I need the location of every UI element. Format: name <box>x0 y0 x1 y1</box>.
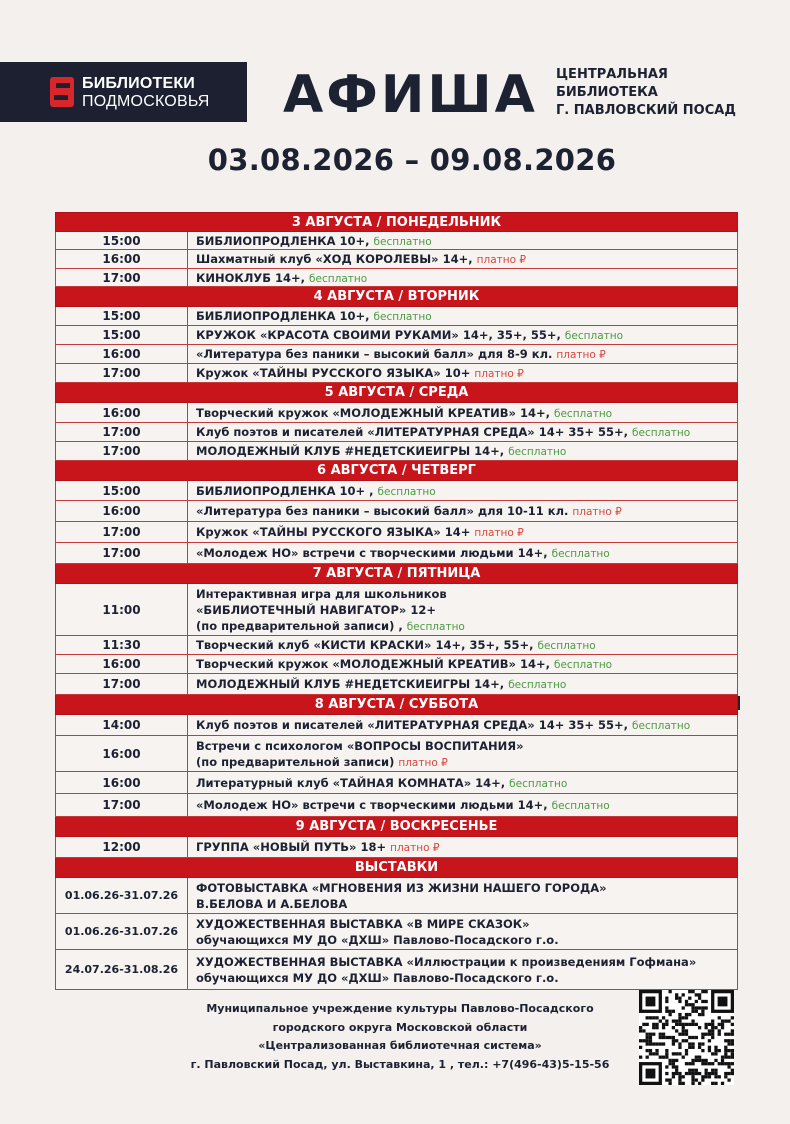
event-title-line <box>196 656 731 673</box>
event-title-line <box>196 524 731 541</box>
event-title-text: обучающихся МУ ДО «ДХШ» Павлово-Посадского г.о. <box>196 933 559 947</box>
event-title-text: Интерактивная игра для школьников <box>196 586 447 601</box>
event-title-text: БИБЛИОПРОДЛЕНКА 10+ , <box>196 483 374 498</box>
event-title-text: «Молодеж НО» встречи с творческими людьми 14+, <box>196 546 548 560</box>
event-title-line <box>196 880 731 896</box>
footer-line: «Централизованная библиотечная система» <box>258 1039 542 1052</box>
footer-line: г. Павловский Посад, ул. Выставкина, 1 , тел.: +7(496-43)5-15-56 <box>190 1057 610 1071</box>
event-time: 17:00 <box>56 674 188 694</box>
event-row <box>55 364 738 383</box>
event-title-line <box>196 637 731 654</box>
event-title <box>188 307 737 325</box>
schedule-table <box>55 212 738 990</box>
event-title-text: ХУДОЖЕСТВЕННАЯ ВЫСТАВКА «В МИРЕ СКАЗОК» <box>196 917 530 931</box>
paid-label: платно ₽ <box>398 756 448 769</box>
event-title-line <box>196 545 731 562</box>
event-title-text: Кружок «ТАЙНЫ РУССКОГО ЯЗЫКА» 10+ <box>196 366 471 380</box>
day-header: 6 АВГУСТА / ЧЕТВЕРГ <box>55 461 738 481</box>
event-title-line <box>196 405 731 422</box>
day-header: 9 АВГУСТА / ВОСКРЕСЕНЬЕ <box>55 817 738 837</box>
event-title-line <box>196 738 731 754</box>
free-label: бесплатно <box>508 679 567 691</box>
library-name-line: БИБЛИОТЕКА <box>556 85 658 100</box>
event-title-line <box>196 602 731 618</box>
event-time: 16:00 <box>56 250 188 268</box>
exhibition-row <box>55 950 738 990</box>
event-title <box>188 715 737 735</box>
event-title-line <box>196 896 731 912</box>
event-title-text: (по предварительной записи) <box>196 754 395 769</box>
event-title-text: ФОТОВЫСТАВКА «МГНОВЕНИЯ ИЗ ЖИЗНИ НАШЕГО ГОРОДА» <box>196 881 607 895</box>
event-title-line <box>196 443 731 460</box>
free-label: бесплатно <box>373 235 432 248</box>
event-title-text: ГРУППА «НОВЫЙ ПУТЬ» 18+ <box>196 840 387 854</box>
event-time: 15:00 <box>56 326 188 344</box>
event-title <box>188 522 737 542</box>
event-title-line <box>196 365 731 382</box>
event-title <box>188 403 737 422</box>
event-title-text: Творческий кружок «МОЛОДЕЖНЫЙ КРЕАТИВ» 14+, <box>196 657 550 671</box>
event-row <box>55 232 738 250</box>
event-row <box>55 501 738 522</box>
paid-label: платно ₽ <box>556 349 606 361</box>
event-title <box>188 636 737 654</box>
event-time: 16:00 <box>56 403 188 422</box>
free-label: бесплатно <box>537 640 596 652</box>
event-title-line <box>196 270 731 287</box>
free-label: бесплатно <box>553 659 613 671</box>
event-row <box>55 794 738 817</box>
event-time: 16:00 <box>56 655 188 673</box>
event-time: 16:00 <box>56 345 188 363</box>
event-title-text: Творческий клуб «КИСТИ КРАСКИ» 14+, 35+, 55+, <box>196 638 534 652</box>
event-row <box>55 715 738 736</box>
event-title <box>188 543 737 563</box>
footer-line: Муниципальное учреждение культуры Павлово-Посадского <box>206 1002 594 1015</box>
exhibition-dates: 24.07.26-31.08.26 <box>56 950 188 989</box>
event-title-line <box>196 327 731 344</box>
event-row <box>55 837 738 858</box>
paid-label: платно ₽ <box>390 842 440 854</box>
paid-label: платно ₽ <box>572 506 622 518</box>
libraries-logo-icon <box>50 77 74 107</box>
event-title <box>188 232 737 249</box>
event-title-text: Кружок «ТАЙНЫ РУССКОГО ЯЗЫКА» 14+ <box>196 525 471 539</box>
event-title-line <box>196 797 731 814</box>
event-row <box>55 636 738 655</box>
event-title <box>188 326 737 344</box>
free-label: бесплатно <box>553 407 613 420</box>
day-header: 8 АВГУСТА / СУББОТА <box>55 695 738 715</box>
free-label: бесплатно <box>632 720 691 732</box>
logo-text-line1: БИБЛИОТЕКИ <box>82 75 195 92</box>
free-label: бесплатно <box>373 311 432 323</box>
event-row <box>55 674 738 695</box>
free-label: бесплатно <box>551 800 610 812</box>
event-time: 14:00 <box>56 715 188 735</box>
event-title-line <box>196 503 731 520</box>
event-title-line <box>196 717 731 734</box>
day-header: 3 АВГУСТА / ПОНЕДЕЛЬНИК <box>55 212 738 232</box>
event-title-line <box>196 424 731 441</box>
event-title <box>188 423 737 441</box>
event-row <box>55 522 738 543</box>
logo-text-line2: ПОДМОСКОВЬЯ <box>82 93 210 110</box>
exhibition-title <box>188 914 737 949</box>
event-title <box>188 584 737 635</box>
event-title-text: КИНОКЛУБ 14+, <box>196 270 306 285</box>
event-title-text: (по предварительной записи) , <box>196 618 403 633</box>
paid-label: платно ₽ <box>474 527 524 539</box>
event-row <box>55 736 738 772</box>
exhibition-title <box>188 950 737 989</box>
event-time: 17:00 <box>56 364 188 382</box>
event-title-text: «Литература без паники – высокий балл» для 8-9 кл. <box>196 347 553 361</box>
event-time: 17:00 <box>56 269 188 286</box>
event-title-text: обучающихся МУ ДО «ДХШ» Павлово-Посадского г.о. <box>196 971 559 985</box>
event-time: 17:00 <box>56 794 188 816</box>
event-title <box>188 481 737 500</box>
event-row <box>55 543 738 564</box>
event-title-line <box>196 618 731 635</box>
footer-address <box>170 1000 630 1074</box>
event-row <box>55 326 738 345</box>
free-label: бесплатно <box>309 272 368 285</box>
event-row <box>55 403 738 423</box>
day-header: 7 АВГУСТА / ПЯТНИЦА <box>55 564 738 584</box>
exhibitions-header: ВЫСТАВКИ <box>55 858 738 878</box>
exhibition-row <box>55 914 738 950</box>
event-time: 17:00 <box>56 423 188 441</box>
event-title-text: МОЛОДЕЖНЫЙ КЛУБ #НЕДЕТСКИЕИГРЫ 14+, <box>196 444 505 458</box>
event-title <box>188 345 737 363</box>
free-label: бесплатно <box>508 446 567 458</box>
event-row <box>55 307 738 326</box>
event-time: 17:00 <box>56 442 188 460</box>
event-title-line <box>196 251 731 268</box>
event-row <box>55 269 738 287</box>
event-title-line <box>196 754 731 771</box>
event-time: 17:00 <box>56 543 188 563</box>
event-title-text: «Молодеж НО» встречи с творческими людьми 14+, <box>196 798 548 812</box>
event-title-text: БИБЛИОПРОДЛЕНКА 10+, <box>196 309 370 323</box>
logo-banner <box>0 62 247 122</box>
event-title-line <box>196 932 731 948</box>
event-title <box>188 674 737 694</box>
event-title-text: МОЛОДЕЖНЫЙ КЛУБ #НЕДЕТСКИЕИГРЫ 14+, <box>196 677 505 691</box>
free-label: бесплатно <box>564 330 624 342</box>
day-header: 4 АВГУСТА / ВТОРНИК <box>55 287 738 307</box>
free-label: бесплатно <box>632 427 691 439</box>
qr-code-icon <box>639 990 734 1085</box>
event-title-text: В.БЕЛОВА И А.БЕЛОВА <box>196 897 348 911</box>
page-title: АФИША <box>283 65 538 125</box>
event-title-line <box>196 775 731 792</box>
event-title <box>188 655 737 673</box>
event-row <box>55 481 738 501</box>
event-row <box>55 442 738 461</box>
event-title-line <box>196 916 731 932</box>
free-label: бесплатно <box>509 777 568 790</box>
event-title-line <box>196 233 731 250</box>
exhibition-row <box>55 878 738 914</box>
event-title-text: Встречи с психологом «ВОПРОСЫ ВОСПИТАНИЯ» <box>196 738 524 753</box>
library-name <box>556 66 736 120</box>
free-label: бесплатно <box>406 620 465 633</box>
event-time: 16:00 <box>56 501 188 521</box>
exhibition-dates: 01.06.26-31.07.26 <box>56 914 188 949</box>
event-title-text: ХУДОЖЕСТВЕННАЯ ВЫСТАВКА «Иллюстрации к произведениям Гофмана» <box>196 955 697 969</box>
event-title-text: БИБЛИОПРОДЛЕНКА 10+, <box>196 233 370 248</box>
day-header: 5 АВГУСТА / СРЕДА <box>55 383 738 403</box>
event-title-line <box>196 483 731 500</box>
event-row <box>55 345 738 364</box>
event-title-text: КРУЖОК «КРАСОТА СВОИМИ РУКАМИ» 14+, 35+, 55+, <box>196 328 561 342</box>
event-title <box>188 442 737 460</box>
library-name-line: ЦЕНТРАЛЬНАЯ <box>556 67 668 82</box>
event-title-line <box>196 970 731 986</box>
event-row <box>55 250 738 269</box>
event-title-line <box>196 308 731 325</box>
event-row <box>55 423 738 442</box>
paid-label: платно ₽ <box>474 368 524 380</box>
footer-line: городского округа Московской области <box>272 1020 528 1034</box>
event-time: 15:00 <box>56 232 188 249</box>
event-title <box>188 250 737 268</box>
event-title-text: Литературный клуб «ТАЙНАЯ КОМНАТА» 14+, <box>196 775 506 790</box>
event-title-text: «Литература без паники – высокий балл» для 10-11 кл. <box>196 504 569 518</box>
event-time: 11:30 <box>56 636 188 654</box>
event-title-line <box>196 676 731 693</box>
event-title-line <box>196 586 731 602</box>
event-row <box>55 772 738 794</box>
exhibition-dates: 01.06.26-31.07.26 <box>56 878 188 913</box>
text-cursor-icon <box>738 696 740 710</box>
event-title-text: Клуб поэтов и писателей «ЛИТЕРАТУРНАЯ СРЕДА» 14+ 35+ 55+, <box>196 425 629 439</box>
event-title-line <box>196 346 731 363</box>
free-label: бесплатно <box>377 485 436 498</box>
event-row <box>55 655 738 674</box>
event-time: 11:00 <box>56 584 188 635</box>
event-time: 15:00 <box>56 307 188 325</box>
exhibition-title <box>188 878 737 913</box>
free-label: бесплатно <box>551 548 610 560</box>
event-time: 16:00 <box>56 772 188 793</box>
event-title-text: Шахматный клуб «ХОД КОРОЛЕВЫ» 14+, <box>196 252 473 266</box>
event-title <box>188 837 737 857</box>
event-time: 12:00 <box>56 837 188 857</box>
event-title-line <box>196 839 731 856</box>
event-title-line <box>196 954 731 970</box>
event-title <box>188 364 737 382</box>
event-title <box>188 269 737 286</box>
paid-label: платно ₽ <box>476 254 527 266</box>
event-row <box>55 584 738 636</box>
event-title-text: Клуб поэтов и писателей «ЛИТЕРАТУРНАЯ СРЕДА» 14+ 35+ 55+, <box>196 718 629 732</box>
event-time: 17:00 <box>56 522 188 542</box>
event-title <box>188 501 737 521</box>
library-name-line: Г. ПАВЛОВСКИЙ ПОСАД <box>556 103 736 118</box>
event-time: 16:00 <box>56 736 188 771</box>
event-title-text: Творческий кружок «МОЛОДЕЖНЫЙ КРЕАТИВ» 14+, <box>196 405 550 420</box>
event-title-text: «БИБЛИОТЕЧНЫЙ НАВИГАТОР» 12+ <box>196 602 436 617</box>
event-title <box>188 736 737 771</box>
event-title <box>188 772 737 793</box>
date-range: 03.08.2026 – 09.08.2026 <box>207 143 617 177</box>
event-time: 15:00 <box>56 481 188 500</box>
event-title <box>188 794 737 816</box>
